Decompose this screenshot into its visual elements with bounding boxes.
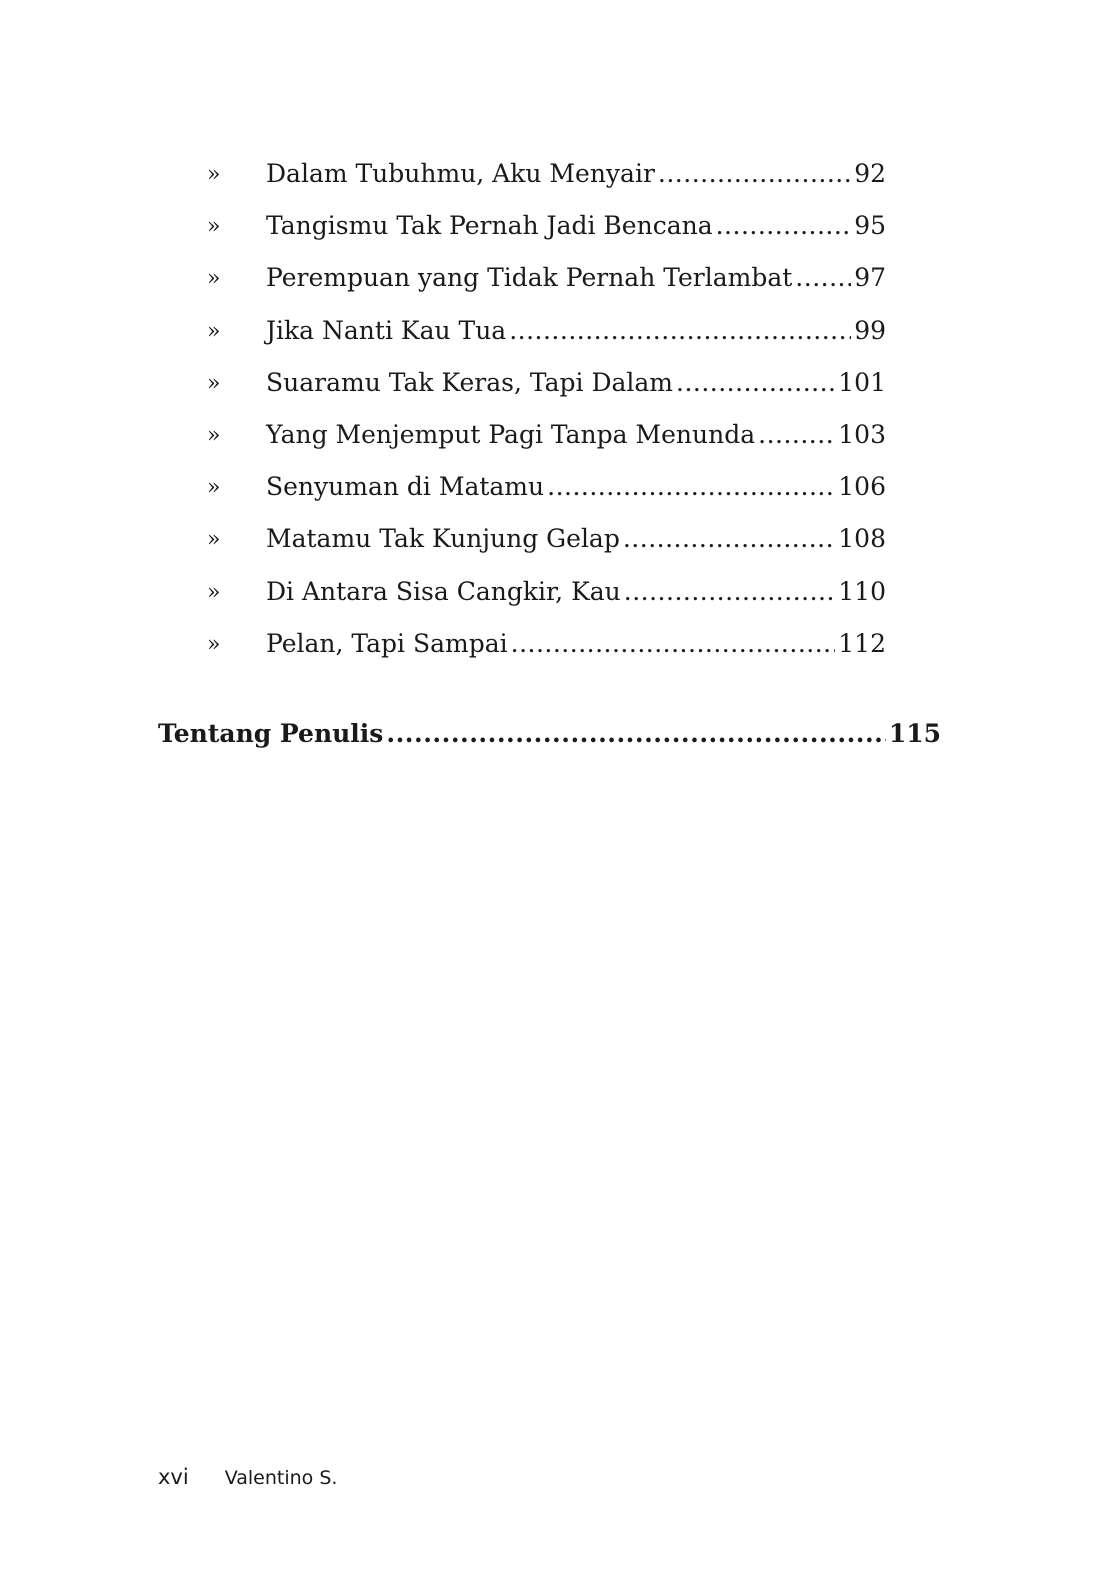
toc-entry-line <box>266 256 886 300</box>
toc-entry[interactable] <box>0 465 1103 517</box>
toc-entry-page: 92 <box>854 159 886 188</box>
toc-entry-line <box>266 204 886 248</box>
table-of-contents <box>0 152 1103 674</box>
toc-entry[interactable] <box>0 622 1103 674</box>
toc-entry-page: 108 <box>838 524 886 554</box>
toc-entry-title: Matamu Tak Kunjung Gelap <box>266 524 620 554</box>
toc-entry-title: Pelan, Tapi Sampai <box>266 628 508 658</box>
dot-leader <box>623 517 835 561</box>
toc-entry-title: Di Antara Sisa Cangkir, Kau <box>266 576 621 606</box>
toc-entry-title: Dalam Tubuhmu, Aku Menyair <box>266 159 655 188</box>
bullet-marker: » <box>207 266 221 292</box>
toc-entry-line <box>266 309 886 353</box>
footer-page-number: xvi <box>158 1465 189 1489</box>
toc-entry-page: 101 <box>838 367 886 397</box>
bullet-marker: » <box>207 422 221 448</box>
toc-entry-title: Tentang Penulis <box>158 719 384 748</box>
dot-leader <box>511 622 836 666</box>
bullet-marker: » <box>207 527 221 553</box>
dot-leader <box>716 204 852 248</box>
toc-entry[interactable] <box>0 361 1103 413</box>
bullet-marker: » <box>207 318 221 344</box>
bullet-marker: » <box>207 214 221 240</box>
toc-entry-line <box>266 570 886 614</box>
dot-leader <box>676 361 835 405</box>
toc-entry-page: 112 <box>838 628 886 658</box>
toc-entry-page: 103 <box>838 419 886 449</box>
page-footer <box>158 1462 337 1493</box>
toc-entry-line <box>266 413 886 457</box>
toc-entry-line <box>266 465 886 509</box>
footer-author: Valentino S. <box>224 1467 338 1489</box>
dot-leader <box>795 256 851 300</box>
bullet-marker: » <box>207 475 221 501</box>
toc-entry-title: Tangismu Tak Pernah Jadi Bencana <box>266 211 713 241</box>
toc-entry-title: Perempuan yang Tidak Pernah Terlambat <box>266 263 793 293</box>
bullet-marker: » <box>207 162 221 187</box>
toc-entry[interactable] <box>0 204 1103 256</box>
toc-entry[interactable] <box>0 152 1103 204</box>
toc-entry-page: 110 <box>838 576 886 606</box>
toc-entry-title: Jika Nanti Kau Tua <box>266 315 507 345</box>
toc-entry-page: 115 <box>888 719 941 748</box>
dot-leader <box>624 570 836 614</box>
toc-entry-page: 106 <box>838 472 886 502</box>
toc-entry-line <box>266 517 886 561</box>
toc-entry[interactable] <box>0 517 1103 569</box>
bullet-marker: » <box>207 579 221 605</box>
toc-entry-title: Suaramu Tak Keras, Tapi Dalam <box>266 367 673 397</box>
toc-entry-line <box>266 152 886 196</box>
toc-entry-title: Yang Menjemput Pagi Tanpa Menunda <box>266 419 756 449</box>
toc-entry[interactable] <box>0 309 1103 361</box>
toc-entry[interactable] <box>0 413 1103 465</box>
dot-leader <box>658 152 851 196</box>
toc-entry-page: 99 <box>854 315 886 345</box>
dot-leader <box>547 465 835 509</box>
toc-entry-line <box>266 361 886 405</box>
dot-leader <box>386 712 885 756</box>
bullet-marker: » <box>207 631 221 657</box>
toc-entry-page: 97 <box>854 263 886 293</box>
toc-entry-about-author[interactable] <box>158 712 941 756</box>
toc-entry-page: 95 <box>854 211 886 241</box>
dot-leader <box>758 413 835 457</box>
toc-entry-line <box>266 622 886 666</box>
bullet-marker: » <box>207 370 221 396</box>
toc-entry[interactable] <box>0 570 1103 622</box>
toc-entry[interactable] <box>0 256 1103 308</box>
dot-leader <box>509 309 851 353</box>
toc-entry-title: Senyuman di Matamu <box>266 472 545 502</box>
